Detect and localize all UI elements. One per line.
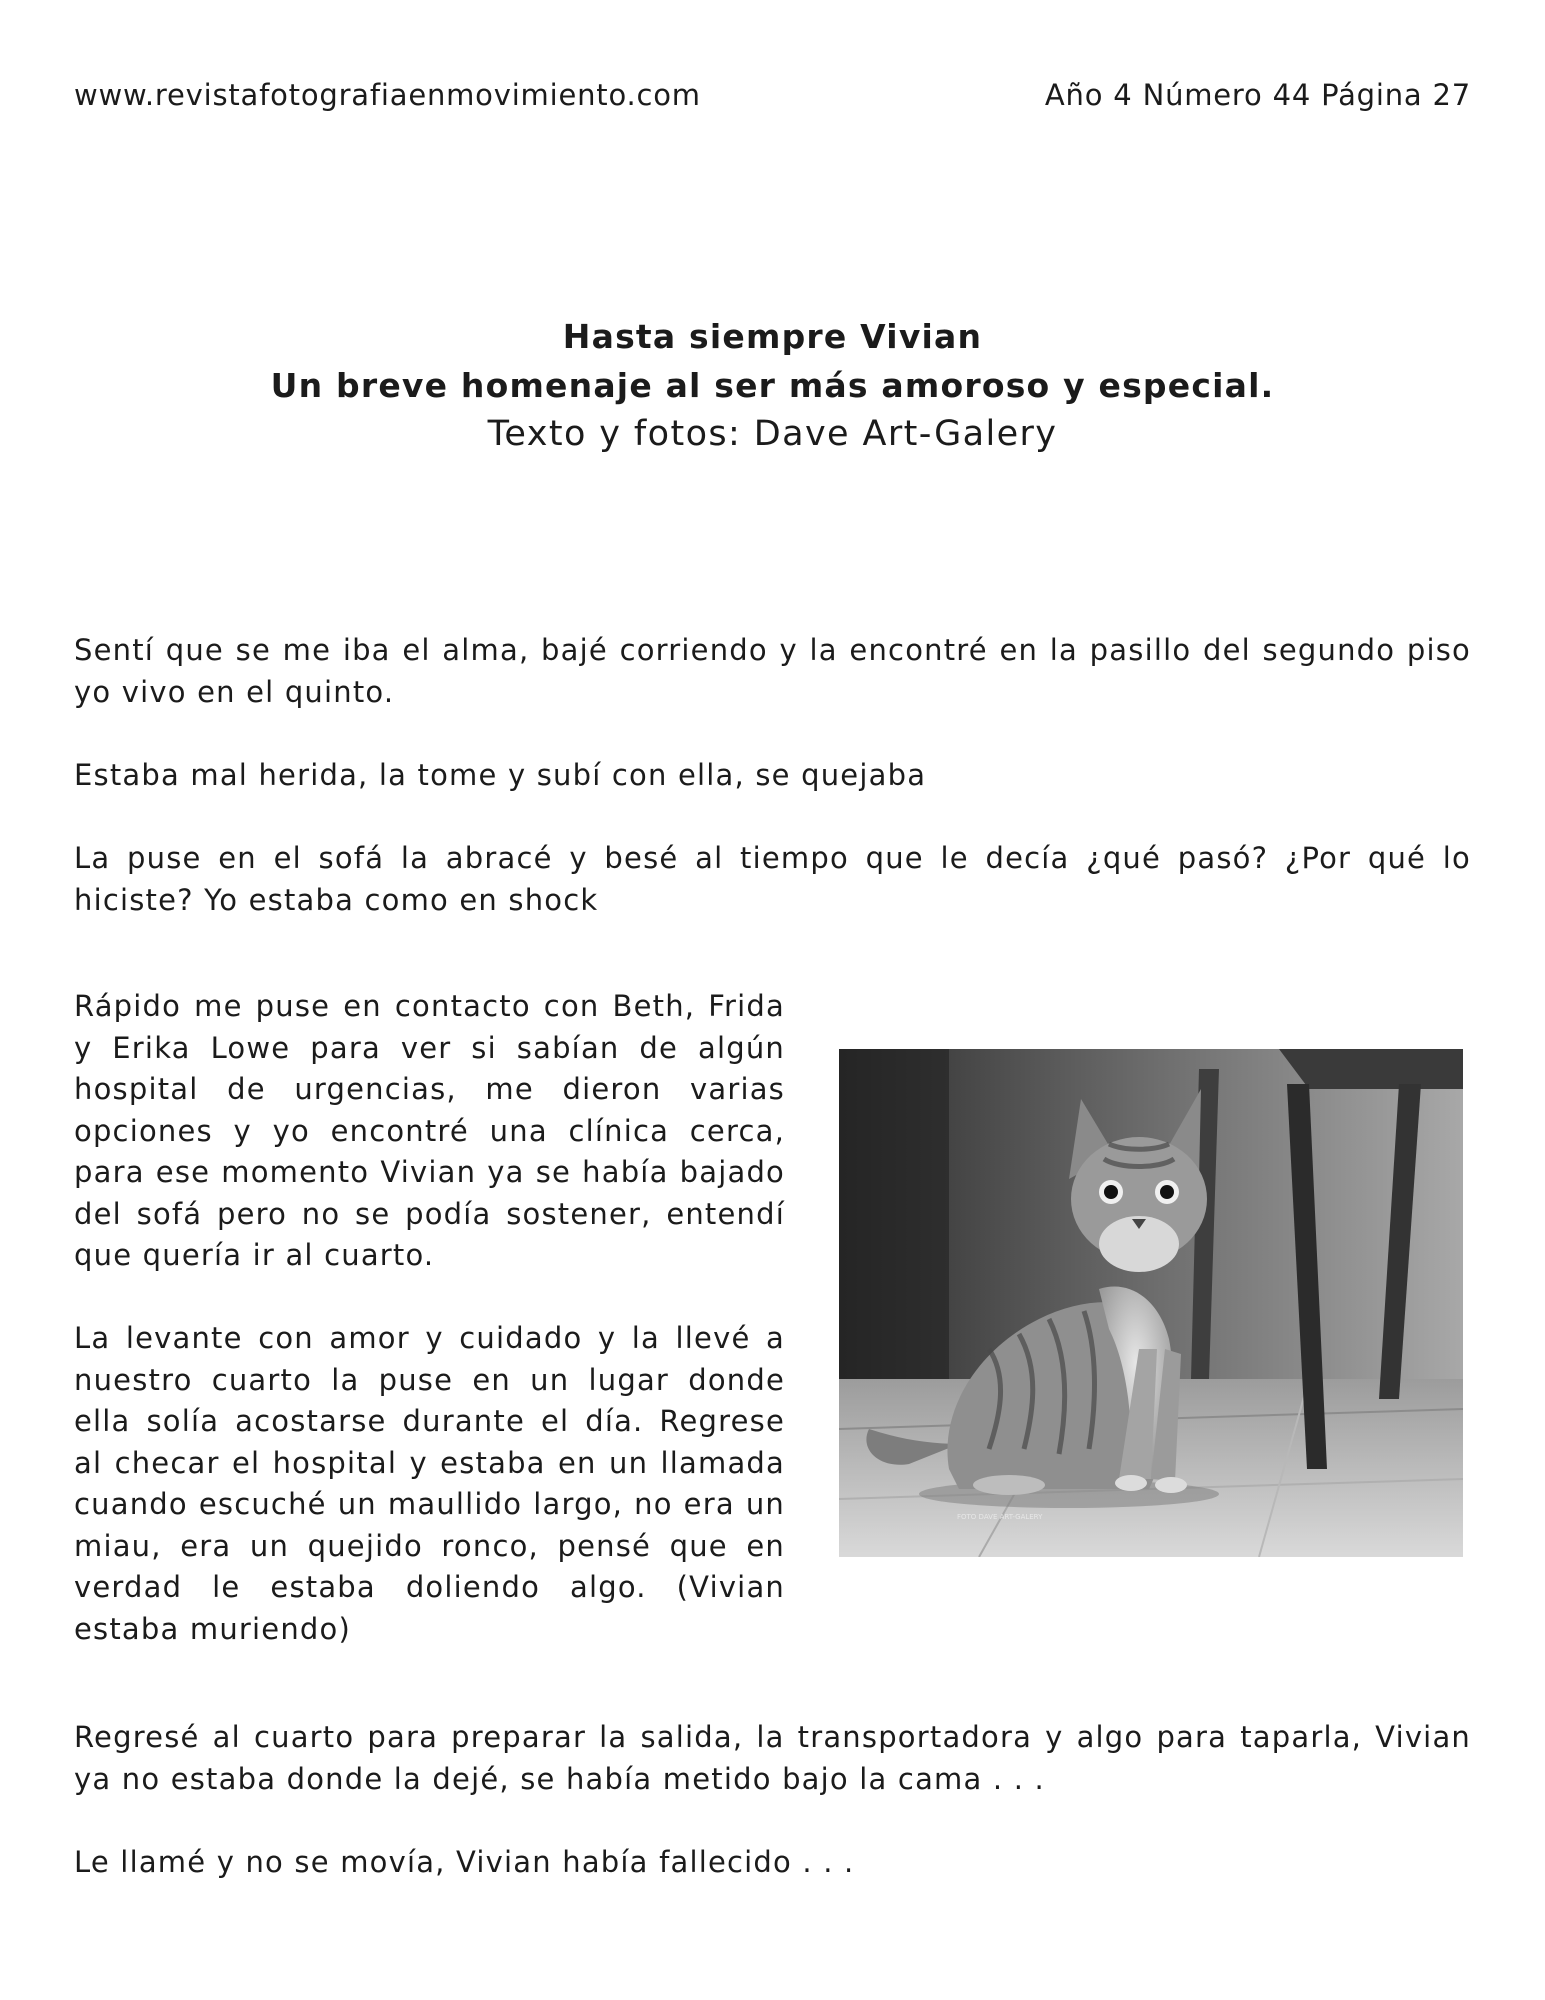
photo-watermark: FOTO DAVE ART-GALERY [957, 1513, 1043, 1521]
paragraph-4: Rápido me puse en contacto con Beth, Frida y Erika Lowe para ver si sabían de algún hospital de urgencias, me dieron varias opciones y yo encontré una clínica cerca, para ese momento Vivian ya se había bajado del sofá pero no se podía sostener, entendí que quería ir al cuarto. [74, 989, 785, 1272]
article-title: Hasta siempre Vivian [562, 317, 983, 356]
article-heading [74, 312, 1471, 459]
paragraph-3: La puse en el sofá la abracé y besé al tiempo que le decía ¿qué pasó? ¿Por qué lo hiciste? Yo estaba como en shock [74, 841, 1471, 917]
website-url[interactable]: www.revistafotografiaenmovimiento.com [74, 78, 701, 112]
cat-photo-illustration [839, 1049, 1463, 1557]
cat-photo [839, 1049, 1463, 1557]
paragraph-6: Regresé al cuarto para preparar la salida, la transportadora y algo para taparla, Vivian ya no estaba donde la dejé, se había metido bajo la cama . . . [74, 1720, 1471, 1796]
page-header [74, 78, 1471, 118]
paragraph-2: Estaba mal herida, la tome y subí con ella, se quejaba [74, 758, 927, 792]
paragraph-5: La levante con amor y cuidado y la llevé a nuestro cuarto la puse en un lugar donde ella solía acostarse durante el día. Regrese al checar el hospital y estaba en un llamada cuando escuché un maullido largo, no era un miau, era un quejido ronco, pensé que en verdad le estaba doliendo algo. (Vivian estaba muriendo) [74, 1321, 785, 1646]
article-credits: Texto y fotos: Dave Art-Galery [487, 414, 1058, 454]
paragraph-1: Sentí que se me iba el alma, bajé corriendo y la encontré en la pasillo del segundo piso yo vivo en el quinto. [74, 633, 1471, 709]
issue-page-info: Año 4 Número 44 Página 27 [1044, 78, 1471, 112]
paragraph-7: Le llamé y no se movía, Vivian había fallecido . . . [74, 1845, 855, 1879]
article-subtitle: Un breve homenaje al ser más amoroso y especial. [270, 366, 1275, 405]
